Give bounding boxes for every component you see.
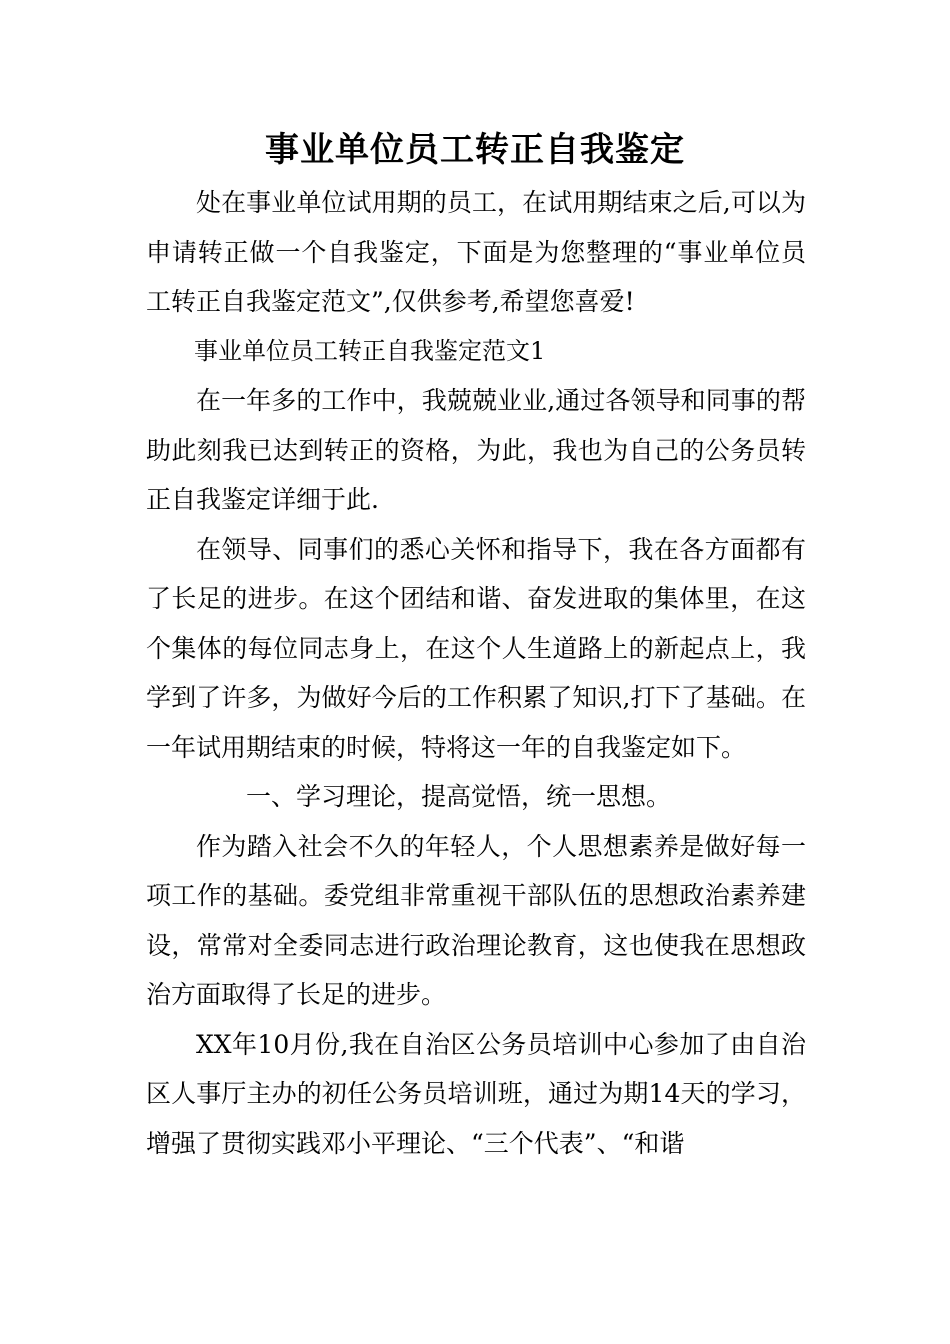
- body-paragraph: 在一年多的工作中，我兢兢业业,通过各领导和同事的帮助此刻我已达到转正的资格，为此，我也为自己的公务员转正自我鉴定详细于此.: [146, 386, 806, 514]
- sample-subtitle: 事业单位员工转正自我鉴定范文1: [194, 336, 546, 365]
- body-paragraph: XX年10月份,我在自治区公务员培训中心参加了由自治区人事厅主办的初任公务员培训班，通过为期14天的学习，增强了贯彻实践邓小平理论、“三个代表”、“和谐: [146, 1029, 806, 1158]
- document-body: [146, 178, 806, 1168]
- section-heading: 一、学习理论，提高觉悟，统一思想。: [246, 782, 672, 811]
- body-paragraph: 在领导、同事们的悉心关怀和指导下，我在各方面都有了长足的进步。在这个团结和谐、奋发进取的集体里，在这个集体的每位同志身上，在这个人生道路上的新起点上，我学到了许多，为做好今后的工作积累了知识,打下了基础。在一年试用期结束的时候，特将这一年的自我鉴定如下。: [146, 534, 806, 762]
- document-title: 事业单位员工转正自我鉴定: [265, 130, 685, 170]
- intro-paragraph: 处在事业单位试用期的员工，在试用期结束之后,可以为申请转正做一个自我鉴定，下面是为您整理的“事业单位员工转正自我鉴定范文”,仅供参考,希望您喜爱!: [146, 188, 806, 316]
- body-paragraph: 作为踏入社会不久的年轻人，个人思想素养是做好每一项工作的基础。委党组非常重视干部队伍的思想政治素养建设，常常对全委同志进行政治理论教育，这也使我在思想政治方面取得了长足的进步。: [146, 831, 806, 1009]
